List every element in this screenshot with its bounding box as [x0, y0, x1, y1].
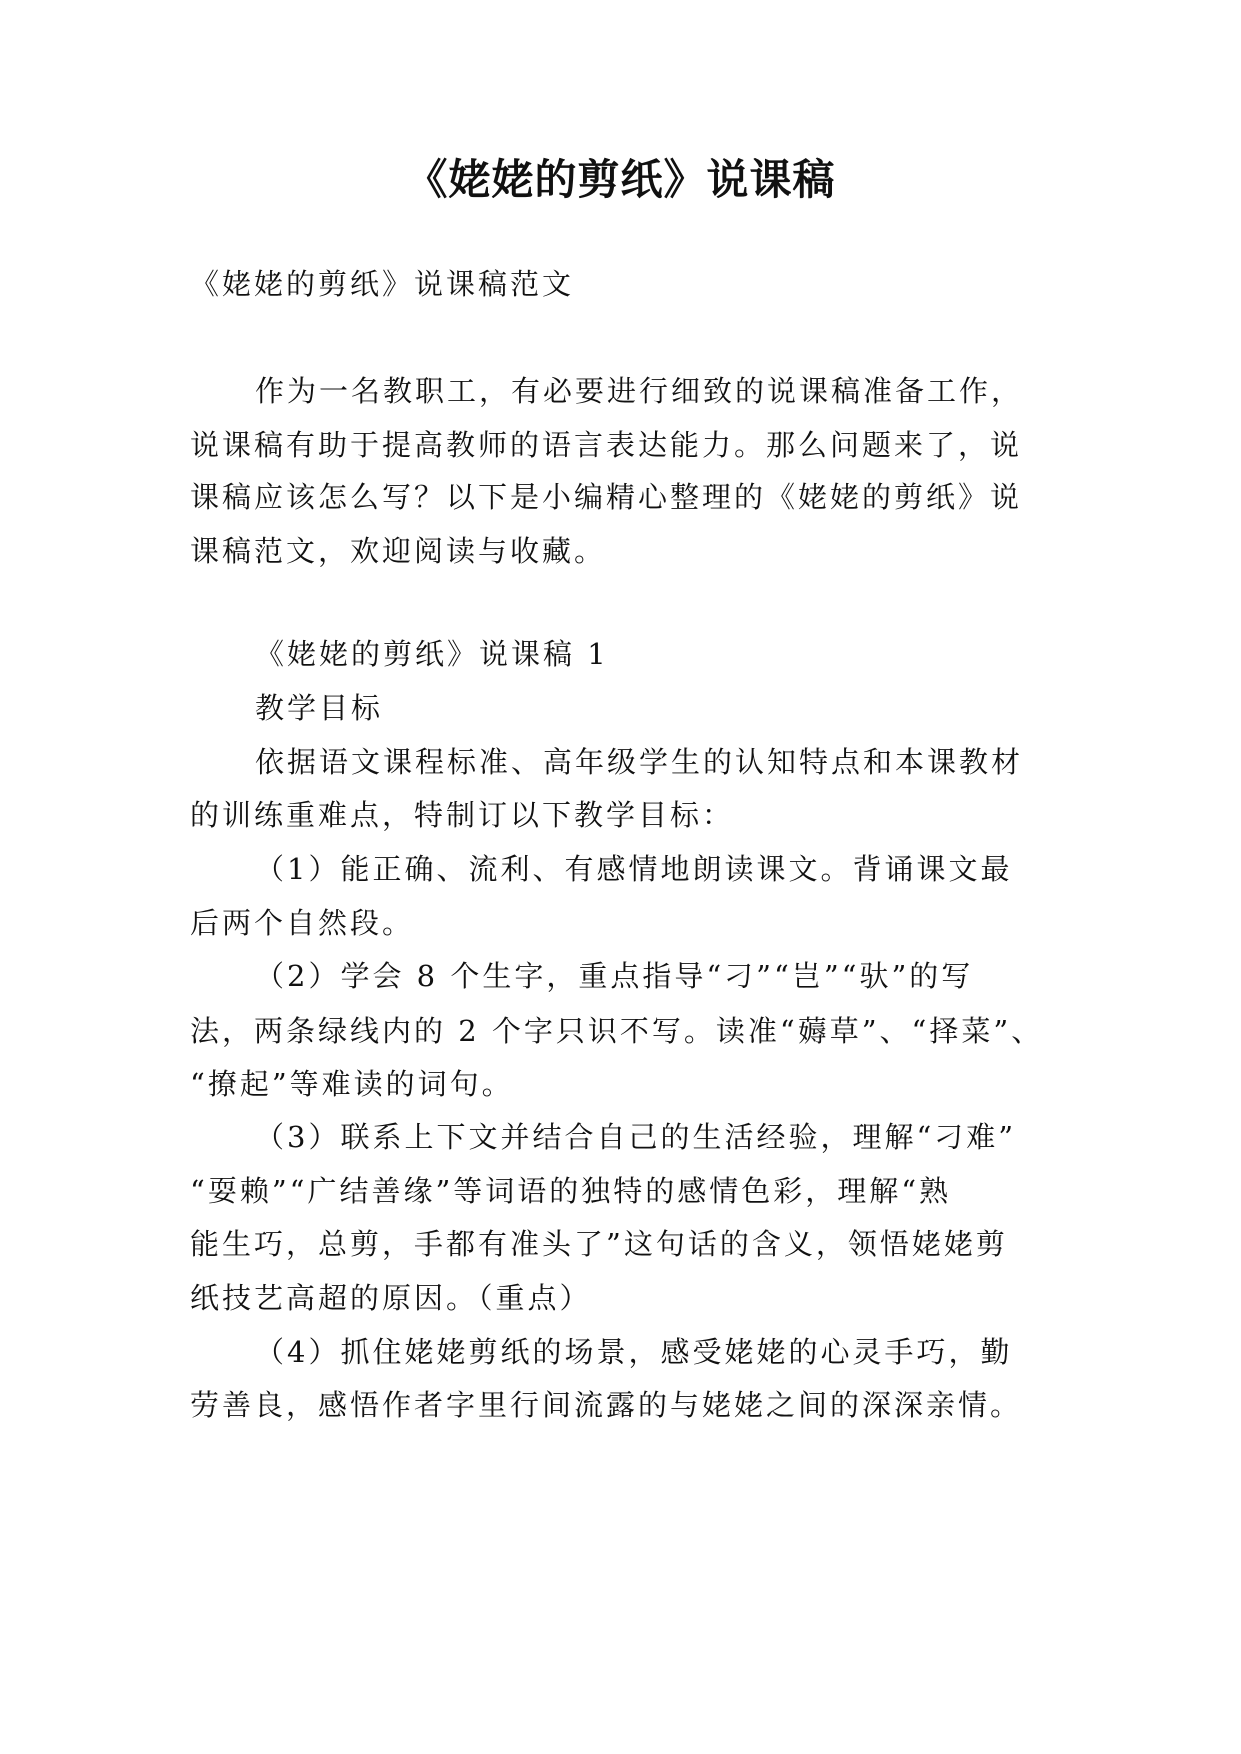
goal-1-line-2: 后两个自然段。	[190, 906, 415, 940]
goal-4-line-1: （4）抓住姥姥剪纸的场景，感受姥姥的心灵手巧，勤	[255, 1335, 1013, 1369]
goal-2-line-3: “撩起”等难读的词句。	[190, 1067, 514, 1101]
intro-line-2: 说课稿有助于提高教师的语言表达能力。那么问题来了，说	[190, 428, 1023, 462]
goal-3-line-4: 纸技艺高超的原因。（重点）	[190, 1281, 592, 1315]
document-subtitle: 《姥姥的剪纸》说课稿范文	[190, 267, 575, 301]
goal-4-line-2: 劳善良，感悟作者字里行间流露的与姥姥之间的深深亲情。	[190, 1388, 1023, 1422]
intro-line-1: 作为一名教职工，有必要进行细致的说课稿准备工作，	[255, 374, 1024, 408]
intro-line-4: 课稿范文，欢迎阅读与收藏。	[190, 534, 607, 568]
section-heading: 《姥姥的剪纸》说课稿 1	[255, 637, 609, 671]
goal-3-line-1: （3）联系上下文并结合自己的生活经验，理解“刁难”	[255, 1120, 1017, 1154]
goal-2-line-2: 法，两条绿线内的 2 个字只识不写。读准“薅草”、“择菜”、	[190, 1014, 1044, 1048]
goals-intro-line-1: 依据语文课程标准、高年级学生的认知特点和本课教材	[255, 745, 1024, 779]
goals-intro-line-2: 的训练重难点，特制订以下教学目标：	[190, 798, 735, 832]
goal-1-line-1: （1）能正确、流利、有感情地朗读课文。背诵课文最	[255, 852, 1013, 886]
goal-3-line-2: “耍赖”“广结善缘”等词语的独特的感情色彩，理解“熟	[190, 1174, 952, 1208]
goal-3-line-3: 能生巧，总剪，手都有准头了”这句话的含义，领悟姥姥剪	[190, 1227, 1008, 1261]
goal-2-line-1: （2）学会 8 个生字，重点指导“刁”“岂”“驮”的写	[255, 959, 974, 993]
intro-line-3: 课稿应该怎么写？以下是小编精心整理的《姥姥的剪纸》说	[190, 480, 1023, 514]
document-title: 《姥姥的剪纸》说课稿	[405, 155, 836, 204]
goals-heading: 教学目标	[255, 691, 384, 725]
